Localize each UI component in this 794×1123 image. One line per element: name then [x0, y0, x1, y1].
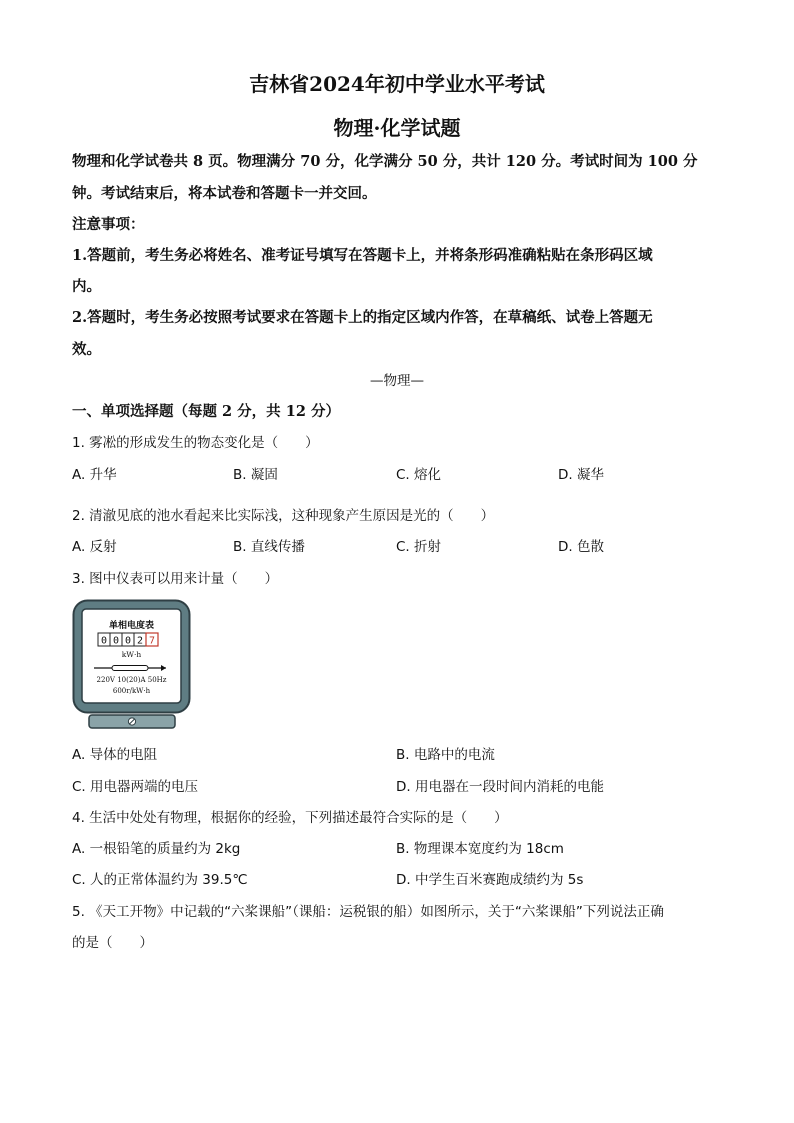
meter-unit: kW·h	[121, 650, 142, 659]
question-4-option-b: B. 物理课本宽度约为 18cm	[396, 841, 564, 857]
meter-digit-1: 0	[100, 635, 108, 647]
intro-line-2: 钟。考试结束后，将本试卷和答题卡一并交回。	[72, 185, 377, 202]
note-2-line-2: 效。	[72, 341, 101, 358]
notes-heading: 注意事项：	[72, 216, 145, 233]
electricity-meter-figure	[72, 599, 192, 731]
question-4-option-c: C. 人的正常体温约为 39.5℃	[72, 872, 248, 888]
question-1-option-d: D. 凝华	[558, 467, 604, 483]
question-5-stem-line-1: 5. 《天工开物》中记载的“六桨课船”（课船：运税银的船）如图所示，关于“六桨课船”下列说法正确	[72, 904, 664, 920]
question-3-option-a: A. 导体的电阻	[72, 747, 158, 763]
question-2-option-c: C. 折射	[396, 539, 442, 555]
question-2-option-b: B. 直线传播	[233, 539, 305, 555]
question-4-option-d: D. 中学生百米赛跑成绩约为 5s	[396, 872, 584, 888]
meter-digit-4: 2	[136, 635, 144, 647]
subject-heading: —物理—	[370, 373, 424, 389]
meter-label: 单相电度表	[108, 621, 155, 631]
question-4-option-a: A. 一根铅笔的质量约为 2kg	[72, 841, 241, 857]
question-3-option-c: C. 用电器两端的电压	[72, 779, 199, 795]
meter-screw-icon	[128, 718, 135, 725]
question-2-stem: 2. 清澈见底的池水看起来比实际浅，这种现象产生原因是光的（ ）	[72, 508, 495, 524]
meter-digit-row	[98, 633, 158, 647]
question-3-option-b: B. 电路中的电流	[396, 747, 495, 763]
meter-spec-revolutions: 600r/kW·h	[112, 687, 151, 695]
question-1-option-b: B. 凝固	[233, 467, 278, 483]
question-5-stem-line-2: 的是（ ）	[72, 935, 153, 951]
question-4-stem: 4. 生活中处处有物理，根据你的经验，下列描述最符合实际的是（ ）	[72, 810, 508, 826]
exam-subtitle: 物理·化学试题	[333, 116, 461, 140]
meter-digit-5: 7	[148, 635, 156, 647]
part1-heading: 一、单项选择题（每题 2 分，共 12 分）	[72, 403, 340, 420]
question-1-option-a: A. 升华	[72, 467, 117, 483]
question-2-option-a: A. 反射	[72, 539, 117, 555]
question-1-option-c: C. 熔化	[396, 467, 442, 483]
note-1-line-1: 1.答题前，考生务必将姓名、准考证号填写在答题卡上，并将条形码准确粘贴在条形码区域	[72, 247, 653, 264]
meter-digit-2: 0	[112, 635, 120, 647]
question-2-option-d: D. 色散	[558, 539, 604, 555]
question-3-option-d: D. 用电器在一段时间内消耗的电能	[396, 779, 604, 795]
meter-digit-3: 0	[124, 635, 132, 647]
question-3-stem: 3. 图中仪表可以用来计量（ ）	[72, 571, 279, 587]
exam-title: 吉林省2024年初中学业水平考试	[249, 72, 545, 96]
intro-line-1: 物理和化学试卷共 8 页。物理满分 70 分，化学满分 50 分，共计 120 分。考试时间为 100 分	[72, 153, 698, 170]
meter-spec-rating: 220V 10(20)A 50Hz	[96, 676, 167, 684]
note-2-line-1: 2.答题时，考生务必按照考试要求在答题卡上的指定区域内作答，在草稿纸、试卷上答题无	[72, 309, 653, 326]
note-1-line-2: 内。	[72, 278, 101, 295]
question-1-stem: 1. 雾凇的形成发生的物态变化是（ ）	[72, 435, 319, 451]
